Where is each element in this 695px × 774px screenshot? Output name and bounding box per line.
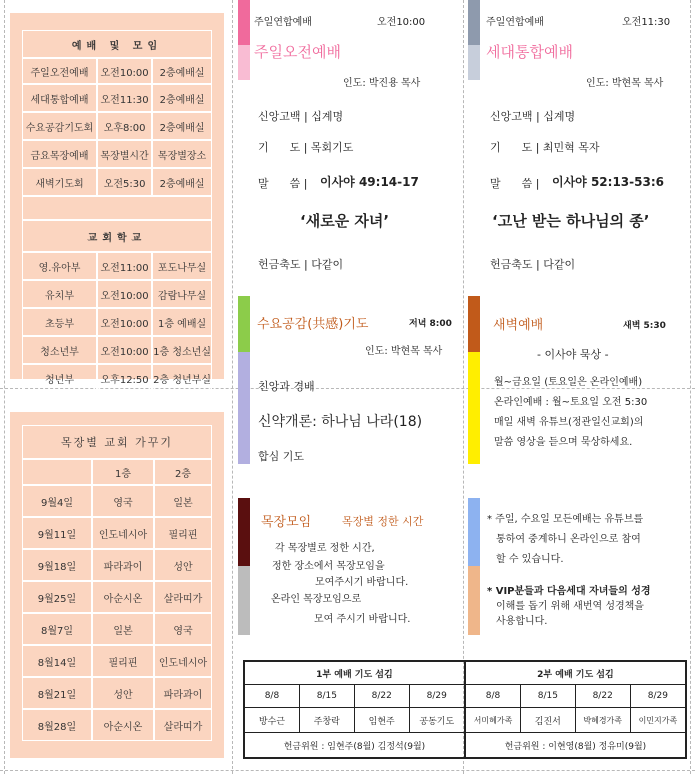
color-bar-pink-light: [238, 45, 250, 80]
intergen-confession: 신앙고백 | 십계명: [490, 110, 576, 123]
table-row: 9월18일 파라과이 성안: [22, 549, 212, 581]
guide-line-left: [4, 0, 5, 774]
wednesday-study: 신약개론: 하나님 나라(18): [258, 414, 423, 430]
dawn-leader: - 이사야 묵상 -: [537, 348, 609, 361]
dawn-line-1: 월~금요일 (토요일은 온라인예배): [494, 377, 643, 388]
cell-group-line-3: 모여주시기 바랍니다.: [315, 577, 409, 588]
intergen-sermon-title: ‘고난 받는 하나님의 종’: [492, 212, 650, 230]
cell-group-line-1: 각 목장별로 정한 시간,: [275, 543, 375, 554]
table-row: 초등부 오전10:00 1층 예배실: [22, 308, 212, 336]
color-bar-blue: [468, 498, 480, 566]
prayer-duty-table: [243, 660, 687, 759]
intergen-offering: 헌금축도 | 다같이: [490, 258, 576, 271]
wednesday-fellowship: 친앙과 경배: [258, 380, 315, 393]
table-row: 청년부 오후12:50 2층 청년부실: [22, 364, 212, 392]
color-bar-brown: [468, 296, 480, 352]
cell-group-line-4: 온라인 목장모임으로: [271, 594, 362, 605]
table-row: 유치부 오전10:00 감람나무실: [22, 280, 212, 308]
school-table-header: 교회학교: [22, 220, 212, 252]
worship-table: [22, 30, 212, 392]
prayer-right-offering: 헌금위원 : 이현영(8월) 정유미(9월): [465, 733, 686, 759]
notice-2-line-1: * VIP분들과 다음세대 자녀들의 성경: [487, 586, 651, 597]
table-row: 새벽기도회 오전5:30 2층예배실: [22, 168, 212, 196]
dawn-line-4: 말씀 영상을 듣으며 묵상하세요.: [494, 437, 633, 448]
wednesday-leader: 인도: 박현목 목사: [365, 346, 443, 357]
intergen-prayer: 기 도 | 최민혁 목자: [490, 141, 600, 154]
prayer-dates-row: 8/8 8/15 8/22 8/29 8/8 8/15 8/22 8/29: [244, 685, 686, 708]
table-row: 9월25일 아순시온 살라띠가: [22, 581, 212, 613]
cleaning-table: [22, 425, 212, 741]
notice-1-line-2: 통하여 중계하니 온라인으로 참여: [496, 534, 641, 545]
sunday-label: 주일연합예배: [254, 17, 312, 28]
dawn-line-3: 매일 새벽 유튜브(정관일신교회)의: [494, 417, 644, 428]
table-row: 주일오전예배 오전10:00 2층예배실: [22, 58, 212, 84]
guide-line-bottom: [0, 770, 695, 771]
table-row: 8월14일 필리핀 인도네시아: [22, 645, 212, 677]
intergen-word-label: 말 씀 |: [490, 177, 540, 190]
intergen-leader: 인도: 박현목 목사: [586, 78, 664, 89]
sunday-prayer: 기 도 | 목회기도: [258, 141, 354, 154]
table-row: 8월21일 성안 파라과이: [22, 677, 212, 709]
prayer-names-row: 방수근 주창락 임현주 공동기도 서미혜가족 김진서 박혜경가족 이민지가족: [244, 708, 686, 733]
table-row: 8월28일 아순시온 살라띠가: [22, 709, 212, 741]
prayer-left-title: 1부 예배 기도 섬김: [244, 661, 465, 685]
dawn-line-2: 온라인예배 : 월~토요일 오전 5:30: [494, 397, 648, 408]
cell-group-subtitle: 목장별 정한 시간: [342, 515, 424, 528]
color-bar-maroon: [238, 498, 250, 566]
wednesday-prayer: 합심 기도: [258, 450, 305, 463]
intergen-scripture: 이사야 52:13-53:6: [552, 175, 664, 189]
table-row: 청소년부 오전10:00 1층 청소년실: [22, 336, 212, 364]
table-row: 세대통합예배 오전11:30 2층예배실: [22, 84, 212, 112]
color-bar-lavender: [238, 352, 250, 464]
sunday-sermon-title: ‘새로운 자녀’: [300, 212, 390, 230]
prayer-left-offering: 헌금위원 : 임현주(8월) 김정석(9월): [244, 733, 465, 759]
color-bar-yellow: [468, 352, 480, 464]
wednesday-time: 저녁 8:00: [409, 319, 452, 329]
sunday-word-label: 말 씀 |: [258, 177, 308, 190]
table-row: 수요공감기도회 오후8:00 2층예배실: [22, 112, 212, 140]
table-header-row: 1층 2층: [22, 459, 212, 485]
table-row: 영.유아부 오전11:00 포도나무실: [22, 252, 212, 280]
guide-line-right: [690, 0, 691, 774]
color-bar-gray: [238, 566, 250, 635]
dawn-time: 새벽 5:30: [623, 321, 666, 331]
notice-2-line-3: 사용합니다.: [496, 616, 548, 627]
dawn-title: 새벽예배: [493, 318, 544, 333]
guide-line-center: [463, 0, 464, 774]
sunday-offering: 헌금축도 | 다같이: [258, 258, 344, 271]
cell-group-line-5: 모여 주시기 바랍니다.: [314, 614, 411, 625]
prayer-right-title: 2부 예배 기도 섬김: [465, 661, 686, 685]
sunday-time: 오전10:00: [377, 17, 426, 28]
worship-table-header: 예배 및 모임: [22, 30, 212, 58]
guide-line-mid: [232, 0, 233, 774]
spacer-row: [22, 196, 212, 220]
table-row: 8월7일 일본 영국: [22, 613, 212, 645]
table-row: 9월11일 인도네시아 필리핀: [22, 517, 212, 549]
notice-1-line-3: 할 수 있습니다.: [496, 554, 564, 565]
color-bar-pink: [238, 0, 250, 45]
table-row: 9월4일 영국 일본: [22, 485, 212, 517]
notice-2-line-2: 이해를 돕기 위해 새번역 성경책을: [496, 601, 644, 612]
intergen-label: 주일연합예배: [486, 17, 544, 28]
cleaning-table-header: 목장별 교회 가꾸기: [22, 425, 212, 459]
color-bar-slate-light: [468, 45, 480, 80]
sunday-leader: 인도: 박진용 목사: [343, 78, 421, 89]
wednesday-title: 수요공감(共感)기도: [257, 317, 369, 332]
cell-group-title: 목장모임: [261, 515, 312, 530]
intergen-time: 오전11:30: [622, 17, 671, 28]
color-bar-peach: [468, 566, 480, 635]
table-row: 금요목장예배 목장별시간 목장별장소: [22, 140, 212, 168]
sunday-title: 주일오전예배: [254, 43, 341, 61]
sunday-scripture: 이사야 49:14-17: [320, 175, 419, 189]
cell-group-line-2: 정한 장소에서 목장모임을: [272, 561, 385, 572]
notice-1-line-1: * 주일, 수요일 모든예배는 유튜브를: [487, 514, 644, 525]
intergen-title: 세대통합예배: [486, 43, 573, 61]
color-bar-slate: [468, 0, 480, 45]
sunday-confession: 신앙고백 | 십계명: [258, 110, 344, 123]
color-bar-green: [238, 296, 250, 352]
